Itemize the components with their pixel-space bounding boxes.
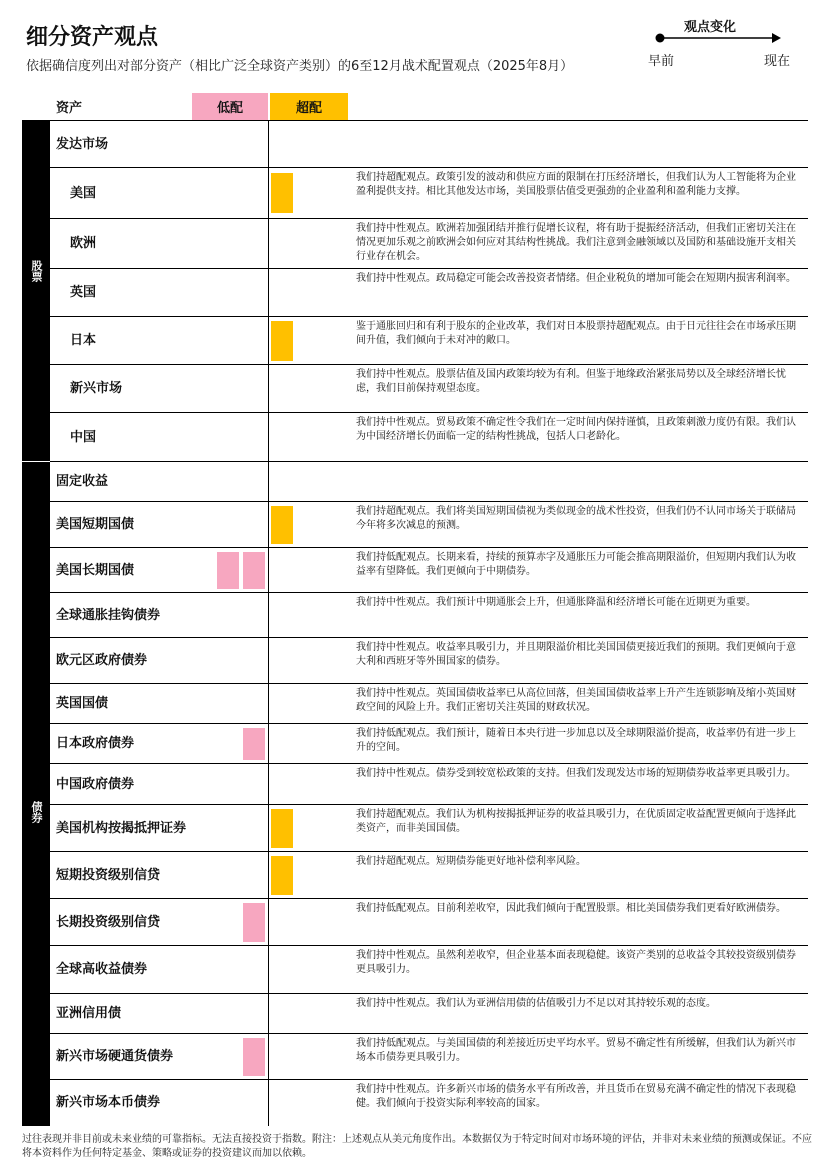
asset-row	[50, 548, 808, 593]
category-row	[50, 462, 808, 502]
asset-row	[50, 946, 808, 994]
view-description: 我们持低配观点。我们预计，随着日本央行进一步加息以及全球期限溢价提高，收益率仍有进一步上升的空间。	[356, 728, 796, 753]
bonds-group-label: 债券	[30, 801, 43, 823]
view-description: 我们持中性观点。股票估值及国内政策均较为有利。但鉴于地缘政治紧张局势以及全球经济增长忧虑，我们目前保持观望态度。	[356, 369, 786, 394]
asset-row	[50, 365, 808, 413]
view-description: 我们持低配观点。与美国国债的利差接近历史平均水平。贸易不确定性有所缓解，但我们认为新兴市场本币债券更具吸引力。	[356, 1038, 796, 1063]
view-description: 我们持中性观点。虽然利差收窄，但企业基本面表现稳健。该资产类别的总收益令其较投资级别债券更具吸引力。	[356, 950, 796, 975]
legend-title: 观点变化	[684, 20, 737, 35]
asset-label: 英国	[70, 285, 97, 300]
asset-row	[50, 168, 808, 219]
view-description: 我们持中性观点。贸易政策不确定性令我们在一定时间内保持谨慎，且政策刺激力度仍有限。我们认为中国经济增长仍面临一定的结构性挑战，包括人口老龄化。	[356, 417, 796, 442]
view-description: 我们持超配观点。我们将美国短期国债视为类似现金的战术性投资，但我们仍不认同市场关于联储局今年将多次减息的预测。	[356, 506, 796, 531]
asset-row	[50, 502, 808, 548]
asset-row	[50, 1080, 808, 1125]
asset-label: 全球高收益债券	[56, 962, 148, 977]
asset-label: 美国长期国债	[56, 562, 135, 578]
overweight-marker	[271, 321, 293, 361]
category-label: 固定收益	[56, 474, 109, 489]
underweight-marker	[243, 552, 265, 589]
view-description: 我们持超配观点。政策引发的波动和供应方面的限制在打压经济增长，但我们认为人工智能将为企业盈利提供支持。相比其他发达市场，美国股票估值受更强劲的企业盈利和盈利能力支撑。	[356, 172, 796, 197]
overweight-marker	[271, 856, 293, 895]
asset-label: 美国	[70, 185, 97, 201]
asset-label: 美国短期国债	[56, 517, 135, 532]
asset-label: 美国机构按揭抵押证券	[56, 820, 187, 836]
asset-row	[50, 994, 808, 1034]
view-description: 我们持超配观点。短期债券能更好地补偿利率风险。	[356, 856, 586, 867]
asset-row	[50, 805, 808, 852]
view-description: 我们持低配观点。长期来看，持续的预算赤字及通胀压力可能会推高期限溢价，但短期内我们认为收益率有望降低。我们更倾向于中期债券。	[356, 552, 796, 577]
view-description: 鉴于通胀回归和有利于股东的企业改革，我们对日本股票持超配观点。由于日元往往会在市场承压期间升值，我们倾向于未对冲的敞口。	[356, 321, 796, 346]
view-description: 我们持中性观点。收益率具吸引力，并且期限溢价相比美国国债更接近我们的预期。我们更倾向于意大利和西班牙等外围国家的债券。	[356, 642, 796, 667]
view-description: 我们持中性观点。许多新兴市场的债务水平有所改善，并且货币在贸易充满不确定性的情况下表现稳健。我们倾向于投资实际利率较高的国家。	[356, 1084, 796, 1109]
underweight-marker	[243, 1038, 265, 1076]
asset-row	[50, 764, 808, 805]
asset-column-header: 资产	[56, 101, 83, 116]
view-description: 我们持中性观点。政局稳定可能会改善投资者情绪。但企业税负的增加可能会在短期内损害利润率。	[356, 273, 796, 284]
asset-label: 新兴市场	[70, 381, 123, 396]
asset-label: 欧元区政府债券	[56, 653, 148, 668]
asset-label: 新兴市场硬通货债券	[56, 1049, 174, 1064]
view-description: 我们持超配观点。我们认为机构按揭抵押证券的收益具吸引力，在优质固定收益配置更倾向于选择此类资产，而非美国国债。	[356, 809, 796, 834]
asset-label: 亚洲信用债	[56, 1006, 122, 1021]
asset-label: 短期投资级别信贷	[56, 867, 161, 883]
disclaimer-footer: 过往表现并非目前或未来业绩的可靠指标。无法直接投资于指数。附注：上述观点从美元角度作出。本数据仅为于特定时间对市场环境的评估，并非对未来业绩的预测或保证。不应将本资料作为任何特定基金、策略或证券的投资建议而加以依赖。	[22, 1134, 812, 1159]
asset-row	[50, 638, 808, 684]
overweight-marker	[271, 809, 293, 848]
view-description: 我们持中性观点。我们认为亚洲信用债的估值吸引力不足以对其持较乐观的态度。	[356, 998, 716, 1009]
view-change-arrow-icon	[652, 30, 782, 46]
legend-to-label: 现在	[764, 54, 791, 69]
asset-row	[50, 684, 808, 724]
view-description: 我们持中性观点。我们预计中期通胀会上升，但通胀降温和经济增长可能在近期更为重要。	[356, 597, 756, 608]
view-description: 我们持中性观点。欧洲若加强团结并推行促增长议程，将有助于提振经济活动，但我们正密切关注在情况更加乐观之前欧洲会如何应对其结构性挑战。我们注意到金融领域以及国防和基础设施开支相关行业存在机会。	[356, 223, 796, 262]
view-description: 我们持中性观点。债券受到较宽松政策的支持。但我们发现发达市场的短期债券收益率更具吸引力。	[356, 768, 796, 779]
asset-row	[50, 317, 808, 365]
asset-label: 中国政府债券	[56, 776, 135, 792]
overweight-marker	[271, 506, 293, 544]
asset-row	[50, 413, 808, 462]
underweight-column-header: 低配	[192, 93, 268, 120]
asset-row	[50, 269, 808, 317]
equities-group-label: 股票	[30, 260, 43, 282]
asset-label: 欧洲	[70, 236, 97, 251]
asset-row	[50, 593, 808, 638]
view-description: 我们持中性观点。英国国债收益率已从高位回落，但美国国债收益率上升产生连锁影响及缩小英国财政空间的风险上升。我们正密切关注英国的财政状况。	[356, 688, 796, 713]
asset-label: 长期投资级别信贷	[56, 914, 161, 930]
legend-from-label: 早前	[648, 54, 675, 69]
underweight-marker	[243, 903, 265, 942]
asset-label: 日本政府债券	[56, 736, 135, 751]
category-row	[50, 121, 808, 168]
asset-row	[50, 1034, 808, 1080]
asset-label: 日本	[70, 333, 97, 348]
asset-label: 全球通胀挂钩债券	[56, 607, 161, 623]
underweight-marker	[243, 728, 265, 760]
overweight-marker	[271, 173, 293, 213]
underweight-previous-marker	[217, 552, 239, 589]
asset-label: 新兴市场本币债券	[56, 1095, 161, 1110]
page-title: 细分资产观点	[26, 25, 159, 50]
asset-label: 英国国债	[56, 696, 109, 711]
asset-row	[50, 219, 808, 269]
overweight-column-header: 超配	[270, 93, 348, 120]
asset-row	[50, 899, 808, 946]
category-label: 发达市场	[56, 136, 109, 152]
asset-row	[50, 852, 808, 899]
page-subtitle: 依据确信度列出对部分资产（相比广泛全球资产类别）的6至12月战术配置观点（2025年8月）	[26, 59, 574, 74]
asset-label: 中国	[70, 429, 97, 445]
view-description: 我们持低配观点。目前利差收窄，因此我们倾向于配置股票。相比美国债券我们更看好欧洲债券。	[356, 903, 786, 914]
asset-row	[50, 724, 808, 764]
